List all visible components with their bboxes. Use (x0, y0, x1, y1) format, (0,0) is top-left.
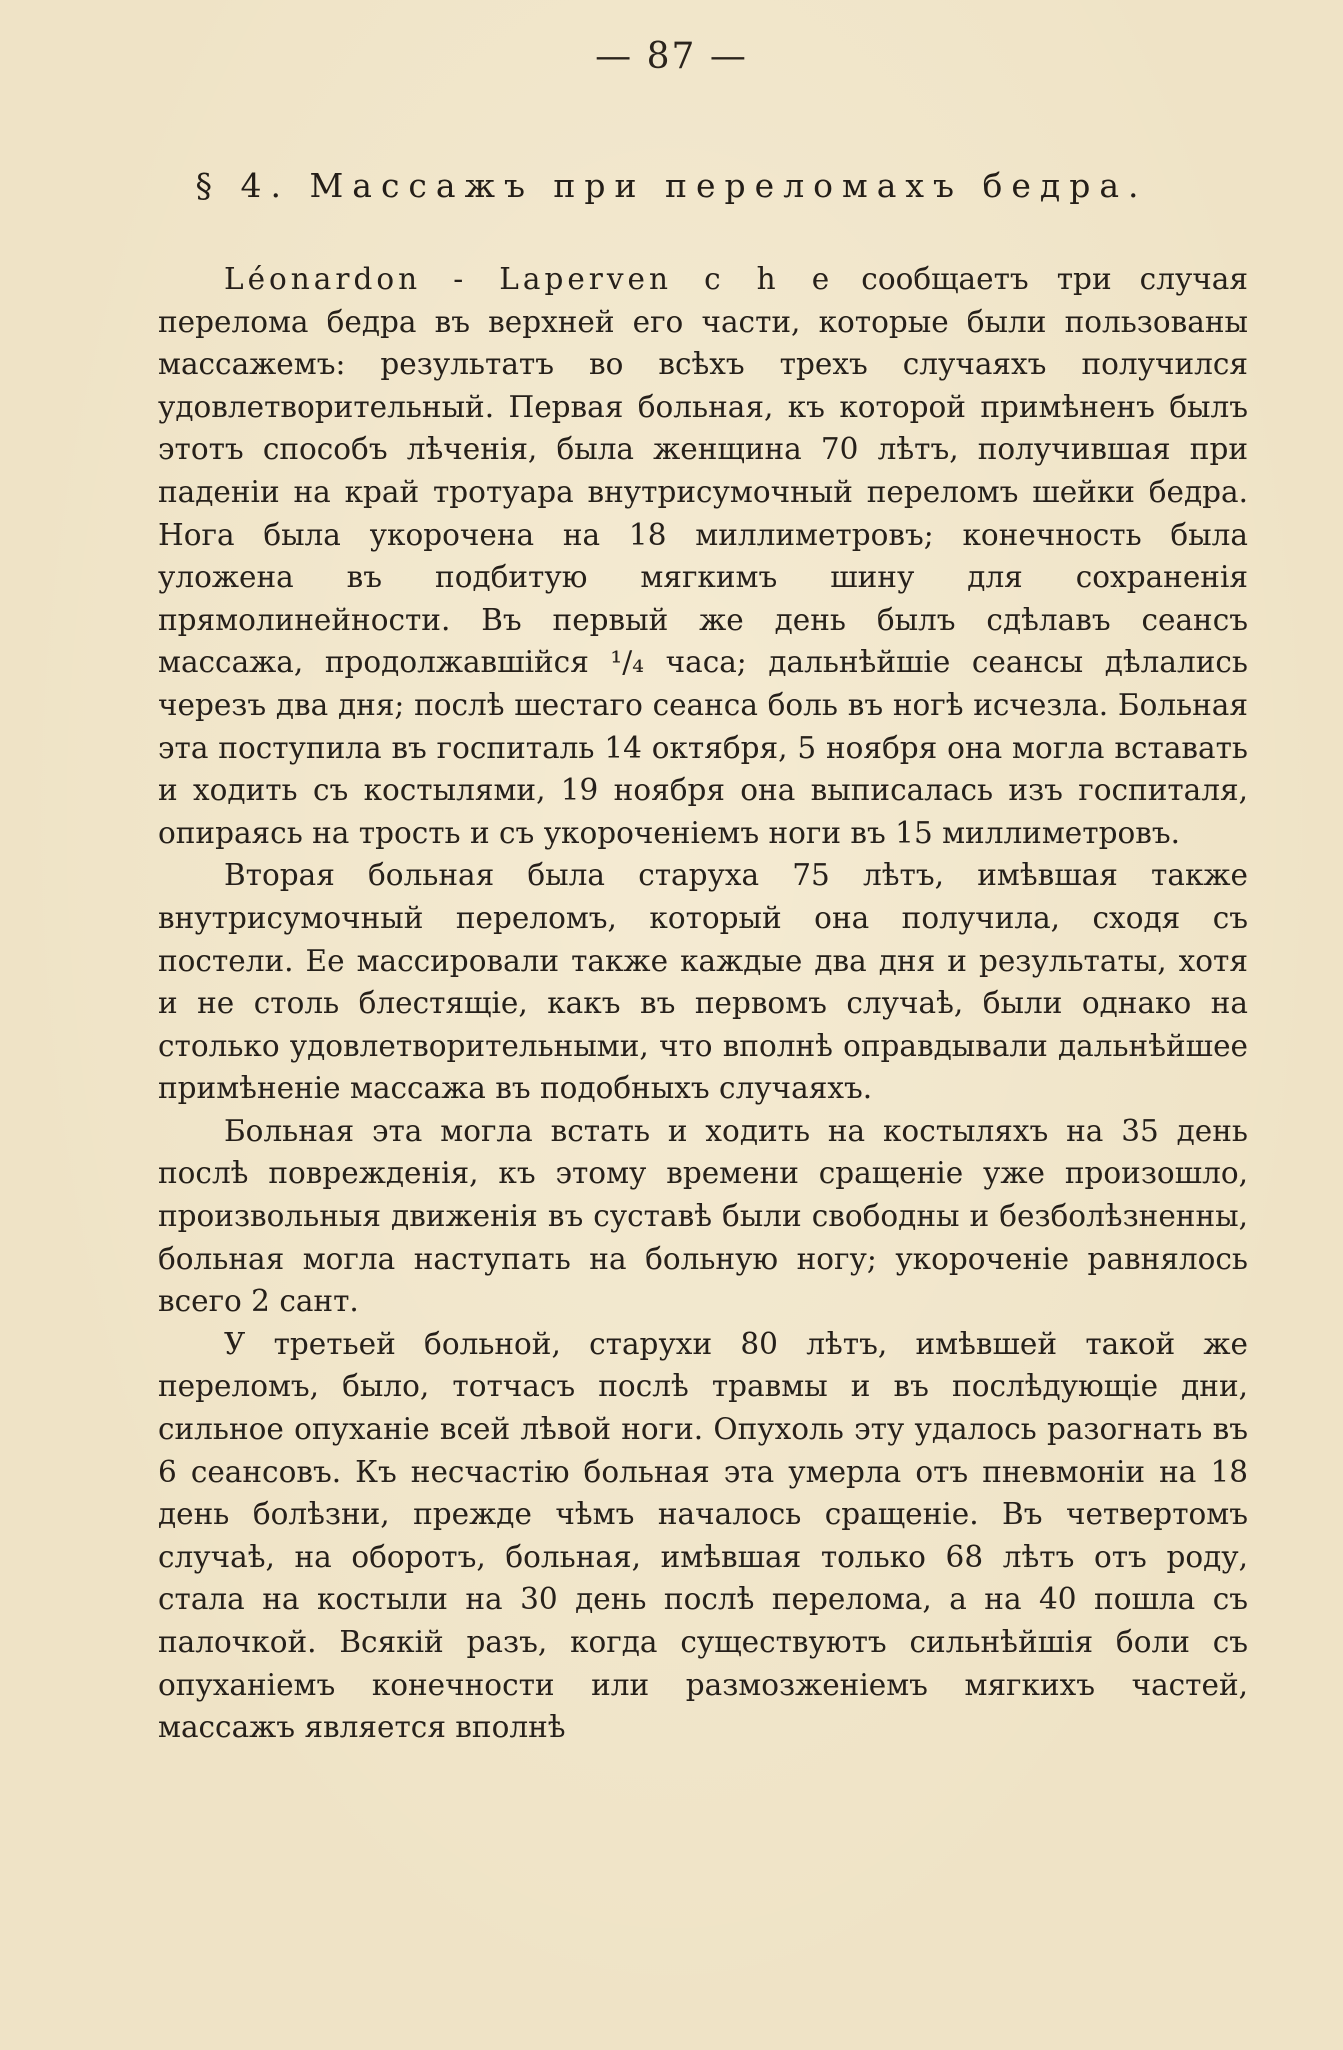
paragraph-1-text: сообщаетъ три случая перелома бедра въ верхней его части, которые были пользованы массажемъ: результатъ во всѣхъ трехъ случаяхъ получился удовлетворительный. Первая больная, къ которой примѣненъ былъ этотъ способъ лѣченія, была женщина 70 лѣтъ, получившая при паденіи на край тротуара внутрисумочный переломъ шейки бедра. Нога была укорочена на 18 миллиметровъ; конечность была уложена въ подбитую мягкимъ шину для сохраненія прямолинейности. Въ первый же день былъ сдѣлавъ сеансъ массажа, продолжавшійся ¹/₄ часа; дальнѣйшіе сеансы дѣлались черезъ два дня; послѣ шестаго сеанса боль въ ногѣ исчезла. Больная эта поступила въ госпиталь 14 октября, 5 ноября она могла вставать и ходить съ костылями, 19 ноября она выписалась изъ госпиталя, опираясь на трость и съ укороченіемъ ноги въ 15 миллиметровъ. (158, 262, 1248, 850)
paragraph-3: Больная эта могла встать и ходить на костыляхъ на 35 день послѣ поврежденія, къ этому времени сращеніе уже произошло, произвольныя движенія въ суставѣ были свободны и безболѣзненны, больная могла наступать на больную ногу; укороченіе равнялось всего 2 сант. (158, 1113, 1248, 1319)
paragraph-1 (158, 258, 1248, 854)
author-name: Léonardon - Laperven c h e (224, 262, 834, 296)
paragraph-4: У третьей больной, старухи 80 лѣтъ, имѣвшей такой же переломъ, было, тотчасъ послѣ травмы и въ послѣдующіе дни, сильное опуханіе всей лѣвой ноги. Опухоль эту удалось разогнать въ 6 сеансовъ. Къ несчастію больная эта умерла отъ пневмоніи на 18 день болѣзни, прежде чѣмъ началось сращеніе. Въ четвертомъ случаѣ, на оборотъ, больная, имѣвшая только 68 лѣтъ отъ роду, стала на костыли на 30 день послѣ перелома, а на 40 пошла съ палочкой. Всякій разъ, когда существуютъ сильнѣйшія боли съ опуханіемъ конечности или размозженіемъ мягкихъ частей, массажъ является вполнѣ (158, 1326, 1248, 1745)
paragraph-2: Вторая больная была старуха 75 лѣтъ, имѣвшая также внутрисумочный переломъ, который она получила, сходя съ постели. Ее массировали также каждые два дня и результаты, хотя и не столь блестящіе, какъ въ первомъ случаѣ, были однако на столько удовлетворительными, что вполнѣ оправдывали дальнѣйшее примѣненіе массажа въ подобныхъ случаяхъ. (158, 858, 1248, 1106)
page-number: — 87 — (595, 36, 748, 77)
body-text (158, 258, 1248, 1749)
section-heading: § 4. Массажъ при переломахъ бедра. (195, 166, 1148, 205)
